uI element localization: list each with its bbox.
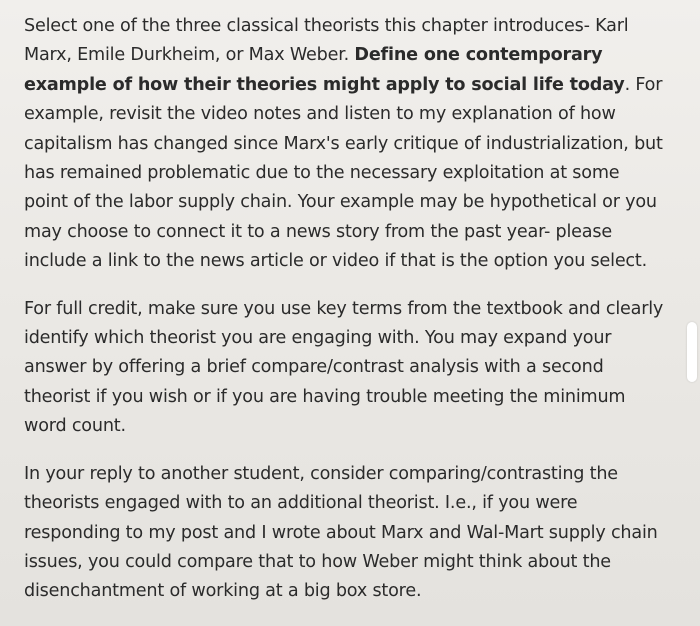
prompt-content (24, 12, 664, 607)
paragraph-1-intro: Select one of the three classical theorists this chapter introduces- Karl Marx, Emile Durkheim, or Max Weber. (24, 16, 629, 66)
prompt-paragraph-2: For full credit, make sure you use key terms from the textbook and clearly identify which theorist you are engaging with. You may expand your answer by offering a brief compare/contrast analysis with a second theorist if you wish or if you are having trouble meeting the minimum word count. (24, 298, 664, 437)
prompt-paragraph-3: In your reply to another student, consider comparing/contrasting the theorists engaged with to an additional theorist. I.e., if you were responding to my post and I wrote about Marx and Wal-Mart supply chain issues, you could compare that to how Weber might think about the disenchantment of working at a big box store. (24, 463, 658, 602)
paragraph-1-bold-instruction: Define one contemporary example of how their theories might apply to social life today (24, 45, 625, 95)
scrollbar-thumb[interactable] (687, 322, 697, 382)
prompt-paragraph-1 (24, 12, 664, 277)
paragraph-1-details: . For example, revisit the video notes and listen to my explanation of how capitalism has changed since Marx's early critique of industrialization, but has remained problematic due to the necessary exploitation at some point of the labor supply chain. Your example may be hypothetical or you may choose to connect it to a news story from the past year- please include a link to the news article or video if that is the option you select. (24, 74, 663, 272)
scrollbar[interactable] (686, 0, 700, 626)
